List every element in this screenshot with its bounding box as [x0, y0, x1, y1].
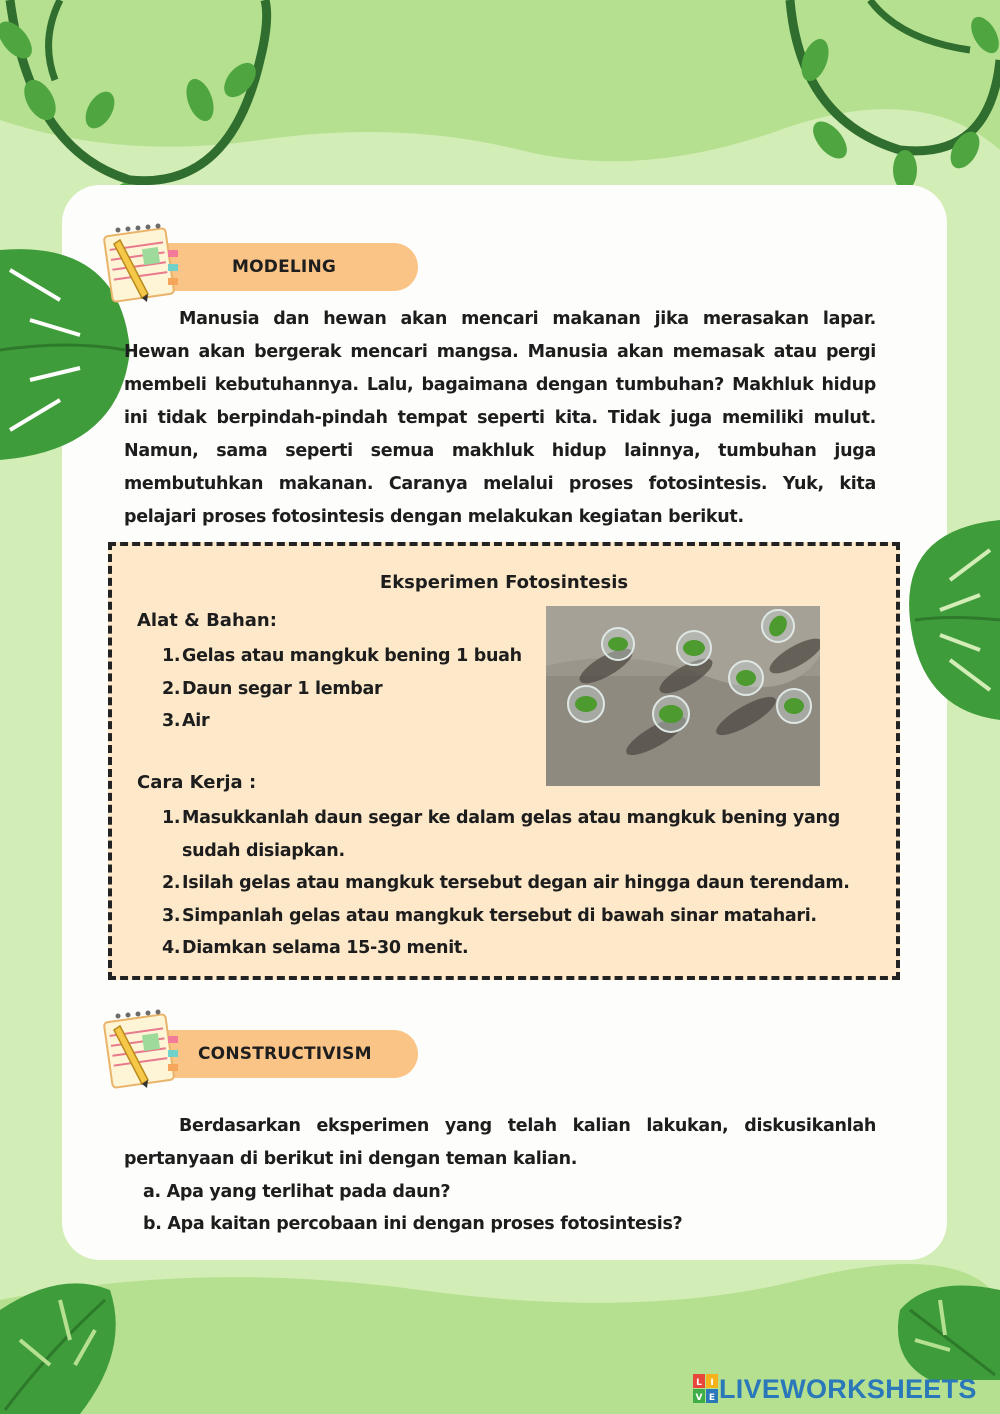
- materials-label: Alat & Bahan:: [137, 610, 277, 631]
- steps-list: [162, 802, 890, 965]
- list-item-text: Daun segar 1 lembar: [182, 678, 383, 699]
- list-item-text: Air: [182, 711, 210, 731]
- svg-text:I: I: [710, 1378, 714, 1388]
- liveworksheets-watermark: [693, 1371, 977, 1407]
- liveworksheets-logo-icon: [693, 1374, 719, 1404]
- glasses-with-leaves-photo: [546, 606, 820, 786]
- list-item: [162, 705, 522, 738]
- svg-text:V: V: [695, 1393, 703, 1403]
- list-item-number: 3.: [162, 905, 181, 926]
- svg-text:L: L: [696, 1378, 702, 1388]
- list-item-number: 2.: [162, 873, 181, 893]
- list-item-number: 1.: [162, 808, 181, 828]
- list-item-number: 3.: [162, 711, 181, 731]
- svg-text:E: E: [708, 1393, 716, 1403]
- notepad-pencil-icon: [98, 220, 182, 304]
- materials-list: [162, 640, 522, 738]
- list-item: [162, 802, 890, 867]
- modeling-heading: MODELING: [232, 257, 337, 277]
- list-item-text: Gelas atau mangkuk bening 1 buah: [182, 646, 522, 666]
- question-item: a. Apa yang terlihat pada daun?: [143, 1182, 451, 1202]
- liveworksheets-brand-text: LIVEWORKSHEETS: [719, 1373, 977, 1404]
- list-item: [162, 673, 522, 706]
- modeling-heading-pill: [150, 243, 418, 291]
- question-item: b. Apa kaitan percobaan ini dengan proses fotosintesis?: [143, 1214, 683, 1234]
- list-item: [162, 932, 890, 965]
- list-item-number: 4.: [162, 938, 181, 958]
- list-item: [162, 867, 890, 900]
- list-item-number: 1.: [162, 646, 181, 666]
- monstera-leaf-bottom-right-icon: [870, 1280, 1000, 1380]
- monstera-leaf-right-icon: [900, 510, 1000, 730]
- list-item-text: Masukkanlah daun segar ke dalam gelas atau mangkuk bening yang sudah disiapkan.: [182, 808, 840, 861]
- notepad-pencil-icon: [98, 1006, 182, 1090]
- list-item-text: Diamkan selama 15-30 menit.: [182, 938, 469, 958]
- list-item: [162, 640, 522, 673]
- experiment-title: Eksperimen Fotosintesis: [379, 572, 629, 593]
- experiment-photo: [546, 606, 820, 786]
- experiment-box: [108, 542, 900, 980]
- modeling-paragraph: Manusia dan hewan akan mencari makanan jika merasakan lapar. Hewan akan bergerak mencari mangsa. Manusia akan memasak atau pergi membeli kebutuhannya. Lalu, bagaimana dengan tumbuhan? Makhluk hidup ini tidak berpindah-pindah tempat seperti kita. Tidak juga memiliki mulut. Namun, sama seperti semua makhluk hidup lainnya, tumbuhan juga membutuhkan makanan. Caranya melalui proses fotosintesis. Yuk, kita pelajari proses fotosintesis dengan melakukan kegiatan berikut.: [124, 309, 876, 527]
- list-item-number: 2.: [162, 678, 181, 699]
- question-list: [143, 1176, 682, 1240]
- list-item: [162, 900, 890, 933]
- list-item-text: Isilah gelas atau mangkuk tersebut degan air hingga daun terendam.: [182, 873, 850, 893]
- list-item-text: Simpanlah gelas atau mangkuk tersebut di bawah sinar matahari.: [182, 905, 817, 926]
- steps-label: Cara Kerja :: [137, 772, 257, 793]
- constructivism-heading-pill: [150, 1030, 418, 1078]
- monstera-leaf-bottom-left-icon: [0, 1270, 130, 1414]
- constructivism-paragraph: Berdasarkan eksperimen yang telah kalian lakukan, diskusikanlah pertanyaan di berikut ini dengan teman kalian.: [124, 1116, 876, 1169]
- constructivism-heading: CONSTRUCTIVISM: [198, 1044, 372, 1064]
